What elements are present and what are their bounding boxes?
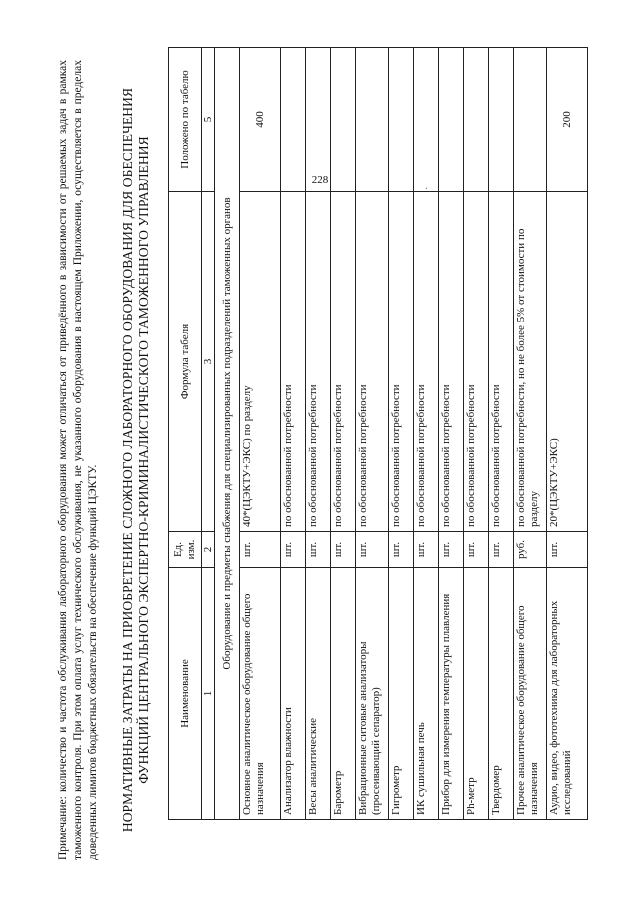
row-name: Твердомер [489, 568, 514, 820]
header-value: Положено по табелю [169, 48, 202, 192]
row-formula: по обоснованной потребности [389, 192, 414, 532]
table-row [306, 48, 331, 820]
equipment-table [168, 47, 588, 820]
section-row [215, 48, 240, 820]
table-row [489, 48, 514, 820]
row-name: Прибор для измерения температуры плавления [439, 568, 464, 820]
row-unit: шт. [240, 532, 281, 568]
header-name: Наименование [169, 568, 202, 820]
table-row [514, 48, 547, 820]
row-name: ИК сушильная печь [414, 568, 439, 820]
row-unit: шт. [389, 532, 414, 568]
row-unit: шт. [306, 532, 331, 568]
section-title: Оборудование и предметы снабжения для специализированных подразделений таможенных органов [215, 48, 240, 820]
col-number-5: 5 [202, 48, 215, 192]
row-formula: по обоснованной потребности [439, 192, 464, 532]
row-value [464, 48, 489, 192]
table-row [240, 48, 281, 820]
row-formula: по обоснованной потребности [331, 192, 356, 532]
col-number-2: 2 [202, 532, 215, 568]
row-name: Гигрометр [389, 568, 414, 820]
page-number: 228 [311, 174, 329, 186]
row-value: 400 [240, 48, 281, 192]
rotated-page-content [50, 40, 595, 880]
row-formula: 40*(ЦЭКТУ+ЭКС) по разделу [240, 192, 281, 532]
row-name: Основное аналитическое оборудование общего назначения [240, 568, 281, 820]
row-name: Анализатор влажности [281, 568, 306, 820]
row-name: Прочее аналитическое оборудование общего назначения [514, 568, 547, 820]
row-unit: шт. [439, 532, 464, 568]
row-formula: по обоснованной потребности, но не более 5% от стоимости по разделу [514, 192, 547, 532]
row-name: Весы аналитические [306, 568, 331, 820]
column-number-row [202, 48, 215, 820]
table-row [464, 48, 489, 820]
row-unit: шт. [356, 532, 389, 568]
row-name: Барометр [331, 568, 356, 820]
table-row [439, 48, 464, 820]
row-value [281, 48, 306, 192]
col-number-1: 1 [202, 568, 215, 820]
col-number-3: 3 [202, 192, 215, 532]
row-formula: по обоснованной потребности [464, 192, 489, 532]
table-header-row [169, 48, 202, 820]
row-formula: по обоснованной потребности [281, 192, 306, 532]
row-formula: 20*(ЦЭКТУ+ЭКС) [547, 192, 588, 532]
table-row [331, 48, 356, 820]
row-unit: шт. [464, 532, 489, 568]
row-formula: по обоснованной потребности [489, 192, 514, 532]
row-formula: по обоснованной потребности [306, 192, 331, 532]
row-unit: шт. [489, 532, 514, 568]
stray-mark: · [422, 186, 433, 190]
row-value: 200 [547, 48, 588, 192]
row-unit: руб. [514, 532, 547, 568]
row-unit: шт. [414, 532, 439, 568]
row-name: Вибрационные ситовые анализаторы (просеивающий сепаратор) [356, 568, 389, 820]
table-row [389, 48, 414, 820]
row-unit: шт. [547, 532, 588, 568]
row-unit: шт. [281, 532, 306, 568]
row-value [331, 48, 356, 192]
table-row [281, 48, 306, 820]
heading-line-1: НОРМАТИВНЫЕ ЗАТРАТЫ НА ПРИОБРЕТЕНИЕ СЛОЖНОГО ЛАБОРАТОРНОГО ОБОРУДОВАНИЯ ДЛЯ ОБЕСПЕЧЕНИЯ [120, 87, 135, 833]
row-formula: по обоснованной потребности [414, 192, 439, 532]
document-heading [120, 60, 152, 860]
row-value [356, 48, 389, 192]
header-unit: Ед. изм. [169, 532, 202, 568]
table-row [356, 48, 389, 820]
row-unit: шт. [331, 532, 356, 568]
note-paragraph: Примечание: количество и частота обслуживания лабораторного оборудования может отличаться от приведённого в зависимости от решаемых задач в рамках таможенного контроля. При этом оплата услуг технического обслуживания, не указанного оборудования в настоящем Приложении, осуществляется в пределах доведенных лимитов бюджетных обязательств на обеспечение функций ЦЭКТУ. [57, 60, 99, 860]
table-row [414, 48, 439, 820]
row-value [306, 48, 331, 192]
table-row [547, 48, 588, 820]
row-formula: по обоснованной потребности [356, 192, 389, 532]
row-name: Ph-метр [464, 568, 489, 820]
header-formula: Формула табеля [169, 192, 202, 532]
heading-line-2: ФУНКЦИЙ ЦЕНТРАЛЬНОГО ЭКСПЕРТНО-КРИМИНАЛИСТИЧЕСКОГО ТАМОЖЕННОГО УПРАВЛЕНИЯ [136, 136, 151, 784]
row-value [514, 48, 547, 192]
row-value [414, 48, 439, 192]
row-name: Аудио, видео, фототехника для лабораторных исследований [547, 568, 588, 820]
row-value [439, 48, 464, 192]
row-value [489, 48, 514, 192]
row-value [389, 48, 414, 192]
